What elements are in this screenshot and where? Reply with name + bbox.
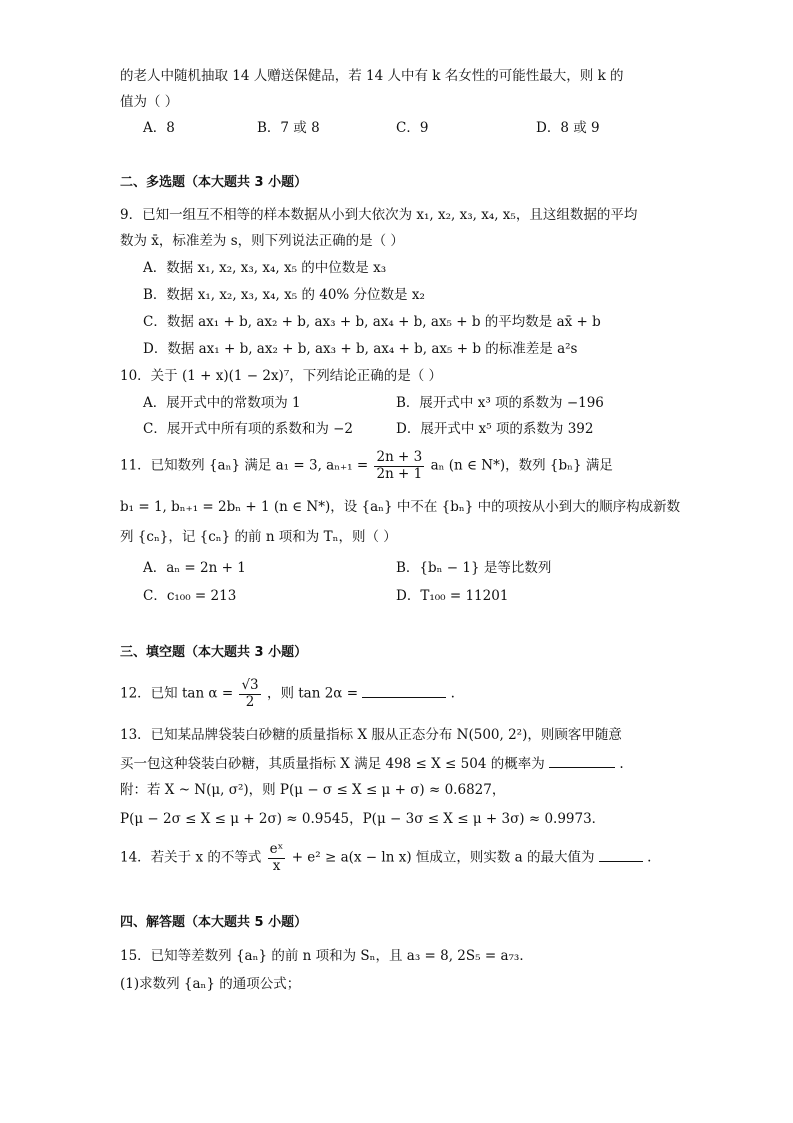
section-heading-fill-in: 三、填空题（本大题共 3 小题） — [120, 645, 308, 660]
q12-text-pre: 12．已知 tan α = — [120, 685, 234, 702]
q10-option-b: B．展开式中 x³ 项的系数为 −196 — [396, 395, 604, 411]
q12-line — [120, 678, 455, 710]
q8-option-b: B．7 或 8 — [257, 120, 320, 136]
q11-option-a: A．aₙ = 2n + 1 — [143, 560, 246, 576]
q10-option-c: C．展开式中所有项的系数和为 −2 — [143, 421, 354, 437]
q14-fraction-numerator: eˣ — [269, 841, 284, 857]
q14-fraction — [268, 842, 286, 874]
q12-fraction — [239, 678, 260, 710]
q14-text-post: + e² ≥ a(x − ln x) 恒成立，则实数 a 的最大值为 — [291, 849, 595, 866]
q13-text: 买一包这种袋装白砂糖，其质量指标 X 满足 498 ≤ X ≤ 504 的概率为 — [120, 756, 545, 772]
q13-line-1: 13．已知某品牌袋装白砂糖的质量指标 X 服从正态分布 N(500, 2²)，则顾客甲随意 — [120, 727, 622, 743]
q11-line-3: 列 {cₙ}，记 {cₙ} 的前 n 项和为 Tₙ，则（ ） — [120, 529, 397, 545]
q15-line-1: 15．已知等差数列 {aₙ} 的前 n 项和为 Sₙ，且 a₃ = 8, 2S₅ = a₇₃． — [120, 948, 533, 964]
q9-line-2: 数为 x̄，标准差为 s，则下列说法正确的是（ ） — [120, 233, 404, 249]
q11-fraction-denominator: 2n + 1 — [376, 465, 423, 482]
q11-line-1 — [120, 450, 613, 482]
q13-text-end: . — [619, 756, 624, 772]
q12-fraction-numerator: √3 — [241, 677, 259, 693]
q9-option-c: C．数据 ax₁ + b, ax₂ + b, ax₃ + b, ax₄ + b, ax₅ + b 的平均数是 ax̄ + b — [143, 314, 601, 330]
q9-option-a: A．数据 x₁, x₂, x₃, x₄, x₅ 的中位数是 x₃ — [143, 260, 387, 276]
q11-option-c: C．c₁₀₀ = 213 — [143, 588, 237, 604]
q13-answer-blank[interactable] — [549, 755, 615, 768]
q9-option-d: D．数据 ax₁ + b, ax₂ + b, ax₃ + b, ax₄ + b, ax₅ + b 的标准差是 a²s — [143, 341, 578, 357]
q8-option-a: A．8 — [143, 120, 175, 136]
q8-option-d: D．8 或 9 — [536, 120, 600, 136]
q8-line-2: 值为（ ） — [120, 94, 179, 110]
q12-answer-blank[interactable] — [362, 685, 446, 698]
section-heading-multiple-choice: 二、多选题（本大题共 3 小题） — [120, 175, 308, 190]
q9-option-b: B．数据 x₁, x₂, x₃, x₄, x₅ 的 40% 分位数是 x₂ — [143, 287, 425, 303]
q14-answer-blank[interactable] — [599, 849, 643, 862]
q10-option-d: D．展开式中 x⁵ 项的系数为 392 — [396, 421, 594, 437]
q8-option-c: C．9 — [396, 120, 429, 136]
q13-line-3: 附：若 X ~ N(μ, σ²)，则 P(μ − σ ≤ X ≤ μ + σ) ≈ 0.6827， — [120, 782, 506, 798]
q11-option-d: D．T₁₀₀ = 11201 — [396, 588, 509, 604]
q15-line-2: (1)求数列 {aₙ} 的通项公式； — [120, 976, 301, 992]
q8-line-1: 的老人中随机抽取 14 人赠送保健品，若 14 人中有 k 名女性的可能性最大，则 k 的 — [120, 68, 624, 84]
q11-text-pre: 11．已知数列 {aₙ} 满足 a₁ = 3, aₙ₊₁ = — [120, 457, 369, 474]
q10-option-a: A．展开式中的常数项为 1 — [143, 395, 301, 411]
q11-line-2: b₁ = 1, bₙ₊₁ = 2bₙ + 1 (n ∈ N*)，设 {aₙ} 中不在 {bₙ} 中的项按从小到大的顺序构成新数 — [120, 499, 681, 515]
q11-fraction-numerator: 2n + 3 — [376, 449, 423, 465]
q14-text-end: . — [647, 849, 652, 866]
q12-text-post: ，则 tan 2α = — [266, 685, 359, 702]
q14-fraction-denominator: x — [272, 857, 281, 874]
q11-text-post: aₙ (n ∈ N*)，数列 {bₙ} 满足 — [430, 457, 613, 474]
q13-line-2 — [120, 755, 624, 772]
q12-fraction-denominator: 2 — [245, 693, 255, 710]
q11-fraction — [374, 450, 424, 482]
q11-option-b: B．{bₙ − 1} 是等比数列 — [396, 560, 552, 576]
q12-text-end: . — [450, 685, 455, 702]
q10-line-1: 10．关于 (1 + x)(1 − 2x)⁷，下列结论正确的是（ ） — [120, 368, 443, 384]
q14-line — [120, 842, 651, 874]
section-heading-solutions: 四、解答题（本大题共 5 小题） — [120, 915, 308, 930]
q14-text-pre: 14．若关于 x 的不等式 — [120, 849, 262, 866]
q13-line-4: P(μ − 2σ ≤ X ≤ μ + 2σ) ≈ 0.9545，P(μ − 3σ ≤ X ≤ μ + 3σ) ≈ 0.9973． — [120, 811, 606, 827]
q9-line-1: 9．已知一组互不相等的样本数据从小到大依次为 x₁, x₂, x₃, x₄, x₅，且这组数据的平均 — [120, 207, 638, 223]
